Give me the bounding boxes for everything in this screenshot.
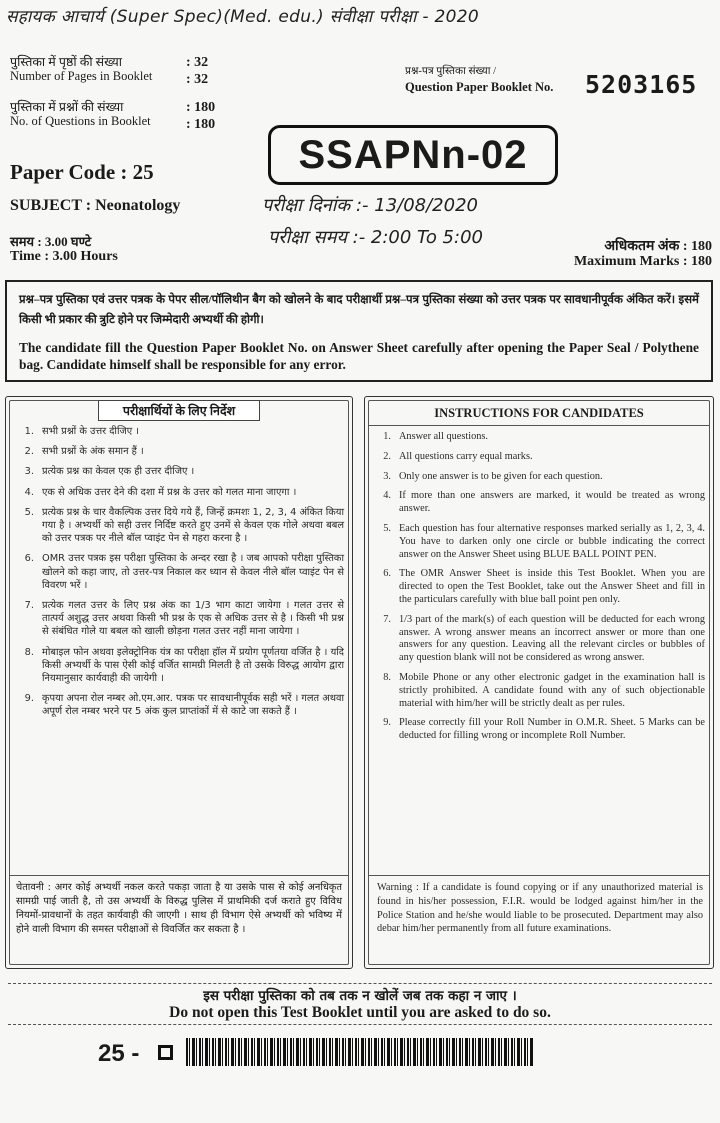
booklet-number-label-hindi: प्रश्न-पत्र पुस्तिका संख्या / (405, 66, 497, 77)
list-item: 3. प्रत्येक प्रश्न का केवल एक ही उत्तर दीजिए । (24, 466, 195, 478)
barcode (186, 1038, 534, 1066)
english-instructions-title: INSTRUCTIONS FOR CANDIDATES (434, 406, 644, 420)
hindi-warning: चेतावनी : अगर कोई अभ्यर्थी नकल करते पकड़ा जाता है या उसके पास से कोई अनधिकृत सामग्री पाई जाती है, तो उस अभ्यर्थी के विरुद्ध पुलिस में प्राथमिकी दर्ज कराते हुए विविध नियमों-प्रावधानों के तहत कार्यवाही की जाएगी । साथ ही विभाग ऐसे अभ्यर्थी को भविष्य में होने वाली विभाग की समस्त परीक्षाओं से विवर्जित कर सकता है । (16, 882, 342, 935)
series-code: SSAPNn-02 (298, 132, 528, 177)
english-instructions-panel (364, 396, 714, 969)
list-item: 7. 1/3 part of the mark(s) of each question will be deducted for each wrong answer. A wrong answer means an incorrect answer or more than one answers for any question. Leaving all the relevant circles or bubbles of any question blank will not be considered as wrong answer. (383, 613, 705, 664)
footer-english: Do not open this Test Booklet until you are asked to do so. (169, 1004, 551, 1021)
list-item: 9. कृपया अपना रोल नम्बर ओ.एम.आर. पत्रक पर सावधानीपूर्वक सही भरें । गलत अथवा अपूर्ण रोल नम्बर भरने पर 5 अंक कुल प्राप्तांकों में से काटे जा सकते हैं । (24, 693, 344, 718)
notice-hindi: प्रश्न–पत्र पुस्तिका एवं उत्तर पत्रक के पेपर सील/पॉलिथीन बैग को खोलने के बाद परीक्षार्थी प्रश्न–पत्र पुस्तिका संख्या को उत्तर पत्रक पर सावधानीपूर्वक अंकित करें। इसमें किसी भी प्रकार की त्रुटि होने पर जिम्मेदारी अभ्यर्थी की होगी। (19, 293, 699, 326)
list-item: 5. Each question has four alternative responses marked serially as 1, 2, 3, 4. You have to darken only one circle or bubble indicating the correct answer on the Answer Sheet using BLUE BALL POINT PEN. (383, 522, 705, 560)
time-english: Time : 3.00 Hours (10, 249, 118, 264)
list-item: 1. सभी प्रश्नों के उत्तर दीजिए । (24, 426, 140, 437)
pages-label-english: Number of Pages in Booklet (10, 69, 153, 83)
notice-english: The candidate fill the Question Paper Booklet No. on Answer Sheet carefully after opening the Paper Seal / Polythene bag. Candidate himself shall be responsible for any error. (19, 340, 699, 372)
notice-box (5, 280, 713, 382)
exam-time-handwritten: परीक्षा समय :- 2:00 To 5:00 (268, 227, 483, 248)
exam-date-handwritten: परीक्षा दिनांक :- 13/08/2020 (262, 195, 478, 216)
series-code-box (268, 125, 558, 185)
footer-dashed-line-bottom (8, 1024, 712, 1025)
booklet-number-label-english: Question Paper Booklet No. (405, 80, 554, 94)
footer-dashed-line-top (8, 983, 712, 984)
max-marks-hindi: अधिकतम अंक : 180 (604, 239, 712, 254)
hindi-instructions-panel (5, 396, 353, 969)
page-code-square-icon (158, 1045, 173, 1060)
pages-label-hindi: पुस्तिका में पृष्ठों की संख्या (10, 55, 122, 69)
list-item: 6. The OMR Answer Sheet is inside this Test Booklet. When you are directed to open the Test Booklet, take out the Answer Sheet and fill in the particulars carefully with blue ball point pen only. (383, 568, 705, 605)
list-item: 4. एक से अधिक उत्तर देने की दशा में प्रश्न के उत्तर को गलत माना जाएगा । (24, 486, 297, 498)
questions-value-english: : 180 (186, 117, 216, 132)
questions-value-hindi: : 180 (186, 100, 216, 115)
hindi-instructions-title: परीक्षार्थियों के लिए निर्देश (98, 400, 260, 421)
list-item: 3. Only one answer is to be given for each question. (383, 470, 603, 482)
hindi-warning-divider (9, 875, 349, 876)
questions-label-english: No. of Questions in Booklet (10, 114, 151, 128)
list-item: 8. मोबाइल फोन अथवा इलेक्ट्रोनिक यंत्र का परीक्षा हॉल में प्रयोग पूर्णतया वर्जित है । यदि किसी अभ्यर्थी के पास ऐसी कोई वर्जित सामग्री मिलती है तो उसके विरुद्ध आयोग द्वारा नियमानुसार कार्यवाही की जायेगी । (24, 646, 344, 685)
list-item: 8. Mobile Phone or any other electronic gadget in the examination hall is strictly prohibited. A candidate found with any of such objectionable material with him/her will be strictly dealt as per rules. (383, 671, 705, 709)
list-item: 1. Answer all questions. (383, 431, 488, 442)
footer-hindi: इस परीक्षा पुस्तिका को तब तक न खोलें जब तक कहा न जाए । (203, 988, 517, 1004)
english-warning: Warning : If a candidate is found copying or if any unauthorized material is found in his/her possession, F.I.R. would be lodged against him/her in the Police Station and he/she would liable to be prosecuted. Department may also debar him/her permanently from all future examinations. (377, 882, 703, 935)
subject: SUBJECT : Neonatology (10, 197, 181, 214)
list-item: 2. सभी प्रश्नों के अंक समान हैं । (24, 446, 144, 458)
paper-code: Paper Code : 25 (10, 160, 154, 184)
list-item: 9. Please correctly fill your Roll Number in O.M.R. Sheet. 5 Marks can be deducted for filling wrong or incomplete Roll Number. (383, 717, 705, 742)
questions-label-hindi: पुस्तिका में प्रश्नों की संख्या (10, 100, 124, 114)
english-title-divider (368, 425, 710, 426)
list-item: 7. प्रत्येक गलत उत्तर के लिए प्रश्न अंक का 1/3 भाग काटा जायेगा । गलत उत्तर से तात्पर्य अशुद्ध उत्तर अथवा किसी भी प्रश्न के एक से अधिक उत्तर से है । किसी भी प्रश्न से संबंधित गोले या बबल को खाली छोड़ना गलत उत्तर नहीं माना जायेगा । (24, 600, 344, 638)
time-hindi: समय : 3.00 घण्टे (10, 234, 92, 249)
page-code: 25 - (98, 1040, 140, 1067)
max-marks-english: Maximum Marks : 180 (573, 254, 712, 269)
list-item: 6. OMR उत्तर पत्रक इस परीक्षा पुस्तिका के अन्दर रखा है । जब आपको परीक्षा पुस्तिका खोलने को कहा जाए, तो उत्तर-पत्र निकाल कर ध्यान से केवल नीले बॉल प्वाइंट पेन से विवरण भरें । (24, 553, 344, 591)
handwritten-exam-title: सहायक आचार्य (Super Spec)(Med. edu.) संवीक्षा परीक्षा - 2020 (6, 7, 480, 27)
pages-value-hindi: : 32 (186, 55, 209, 70)
booklet-number-value: 5203165 (585, 70, 698, 99)
list-item: 2. All questions carry equal marks. (383, 450, 533, 462)
english-instructions-list (369, 431, 705, 750)
list-item: 4. If more than one answers are marked, it would be treated as wrong answer. (383, 490, 705, 515)
hindi-instructions-list (12, 425, 344, 726)
pages-value-english: : 32 (186, 72, 209, 87)
english-warning-divider (368, 875, 710, 876)
list-item: 5. प्रत्येक प्रश्न के चार वैकल्पिक उत्तर दिये गये हैं, जिन्हें क्रमशः 1, 2, 3, 4 अंकित किया गया है । अभ्यर्थी को सही उत्तर निर्दिष्ट करते हुए उनमें से केवल एक गोले अथवा बबल को उत्तर पत्रक पर नीले बॉल प्वाइंट पेन से गहरा करना है । (24, 506, 344, 545)
